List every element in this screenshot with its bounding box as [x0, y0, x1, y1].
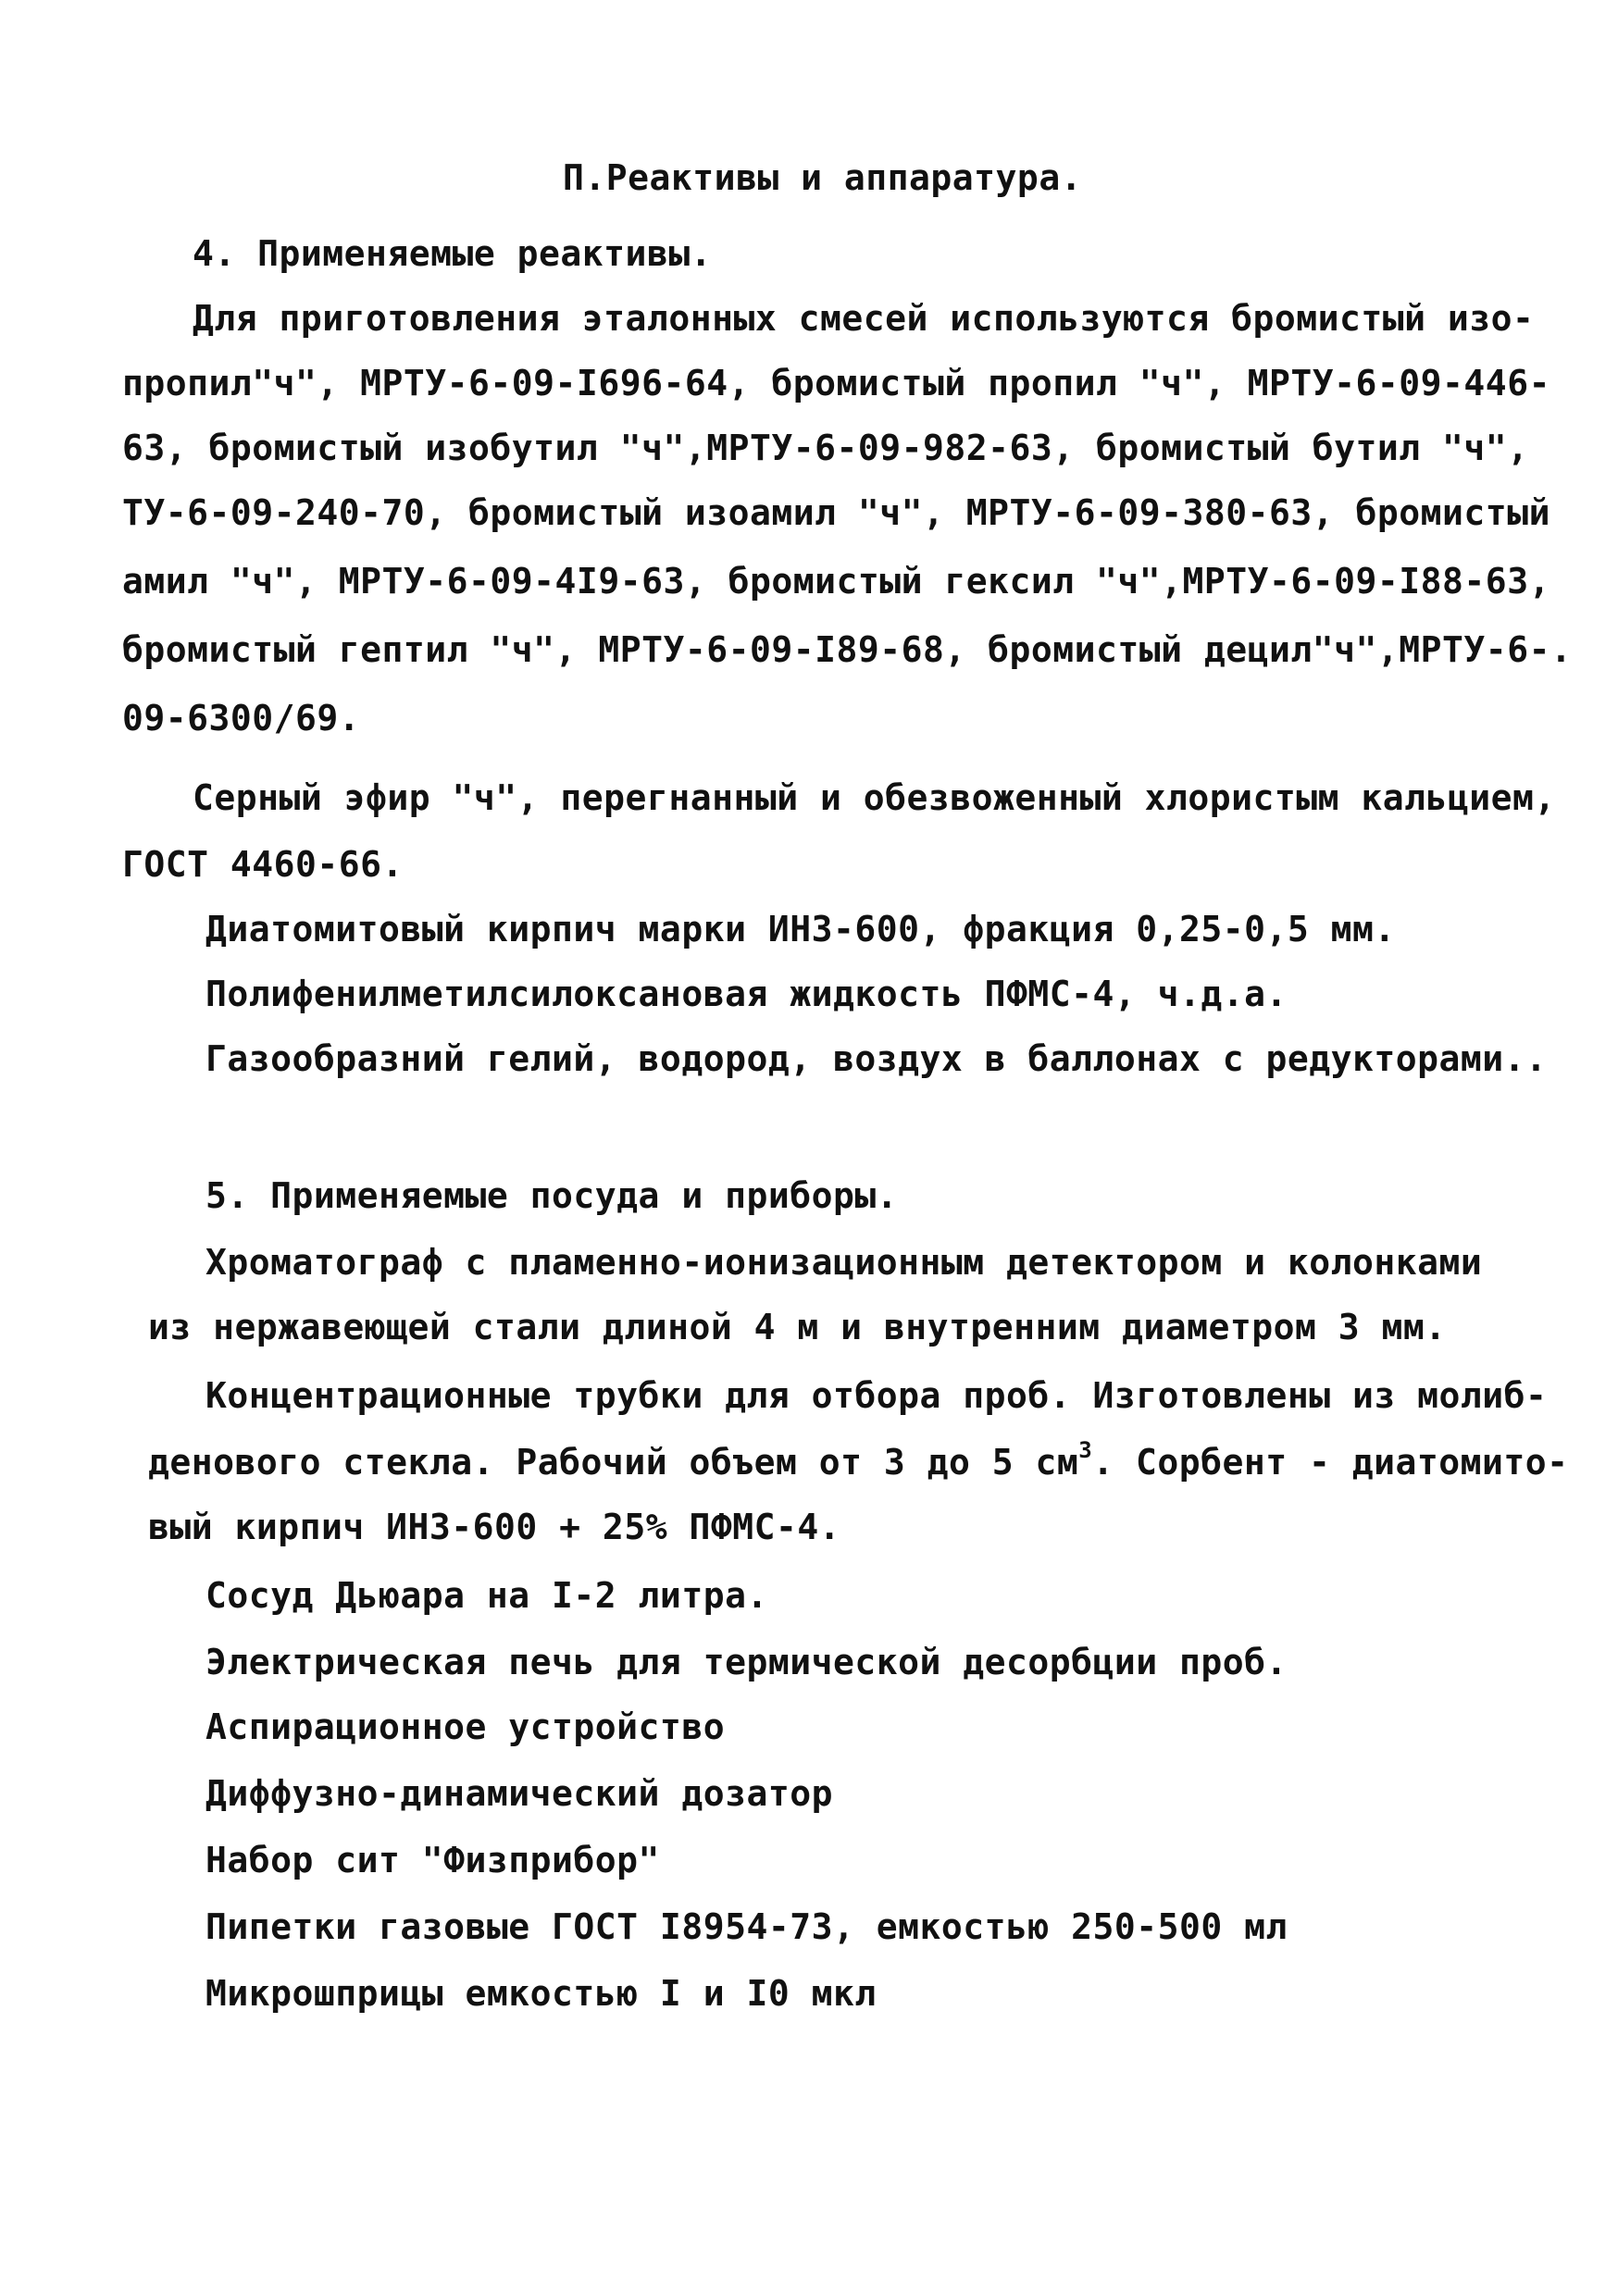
superscript-3: 3: [1078, 1437, 1093, 1464]
section4-para2-line: ГОСТ 4460-66.: [122, 844, 404, 885]
equipment-item: Электрическая печь для термической десорбции проб.: [205, 1642, 1288, 1682]
equipment-item: Диффузно-динамический дозатор: [205, 1773, 833, 1814]
section4-para1-line: Для приготовления эталонных смесей используются бромистый изо-: [193, 298, 1535, 339]
section-title: П.Реактивы и аппаратура.: [563, 157, 1083, 198]
section5-para1-line: из нержавеющей стали длиной 4 м и внутренним диаметром 3 мм.: [148, 1307, 1447, 1347]
section4-para1-line: ТУ-6-09-240-70, бромистый изоамил "ч", МРТУ-6-09-380-63, бромистый: [122, 492, 1550, 533]
reagent-brick: Диатомитовый кирпич марки ИНЗ-600, фракция 0,25-0,5 мм.: [205, 909, 1396, 949]
reagent-liquid: Полифенилметилсилоксановая жидкость ПФМС-4, ч.д.а.: [205, 974, 1288, 1014]
section5-para2-line: вый кирпич ИНЗ-600 + 25% ПФМС-4.: [148, 1507, 841, 1547]
section4-para1-line: 63, бромистый изобутил "ч",МРТУ-6-09-982-63, бромистый бутил "ч",: [122, 428, 1529, 468]
equipment-item: Сосуд Дьюара на I-2 литра.: [205, 1575, 768, 1616]
para2-line2-tail: . Сорбент - диатомито-: [1092, 1442, 1569, 1483]
equipment-item: Аспирационное устройство: [205, 1706, 726, 1747]
equipment-item: Пипетки газовые ГОСТ I8954-73, емкостью 250-500 мл: [205, 1906, 1288, 1947]
section4-para1-line: бромистый гептил "ч", МРТУ-6-09-I89-68, бромистый децил"ч",МРТУ-6-.: [122, 629, 1573, 670]
section5-para2-line: Концентрационные трубки для отбора проб. Изготовлены из молиб-: [205, 1375, 1548, 1416]
equipment-item: Набор сит "Физприбор": [205, 1840, 660, 1880]
equipment-item: Микрошприцы емкостью I и I0 мкл: [205, 1973, 877, 2014]
reagent-gas: Газообразний гелий, водород, воздух в баллонах с редукторами..: [205, 1038, 1548, 1079]
section4-heading: 4. Применяемые реактивы.: [193, 233, 713, 274]
section5-para2-line: [148, 1437, 1569, 1484]
section4-para1-line: 09-6300/69.: [122, 698, 361, 738]
section4-para1-line: амил "ч", МРТУ-6-09-4I9-63, бромистый гексил "ч",МРТУ-6-09-I88-63,: [122, 561, 1550, 602]
section4-para2-line: Серный эфир "ч", перегнанный и обезвоженный хлористым кальцием,: [193, 777, 1556, 818]
para2-line2-text: денового стекла. Рабочий объем от 3 до 5 см: [148, 1442, 1079, 1483]
section5-heading: 5. Применяемые посуда и приборы.: [205, 1175, 899, 1216]
section5-para1-line: Хроматограф с пламенно-ионизационным детектором и колонками: [205, 1242, 1483, 1283]
section4-para1-line: пропил"ч", МРТУ-6-09-I696-64, бромистый пропил "ч", МРТУ-6-09-446-: [122, 363, 1550, 403]
